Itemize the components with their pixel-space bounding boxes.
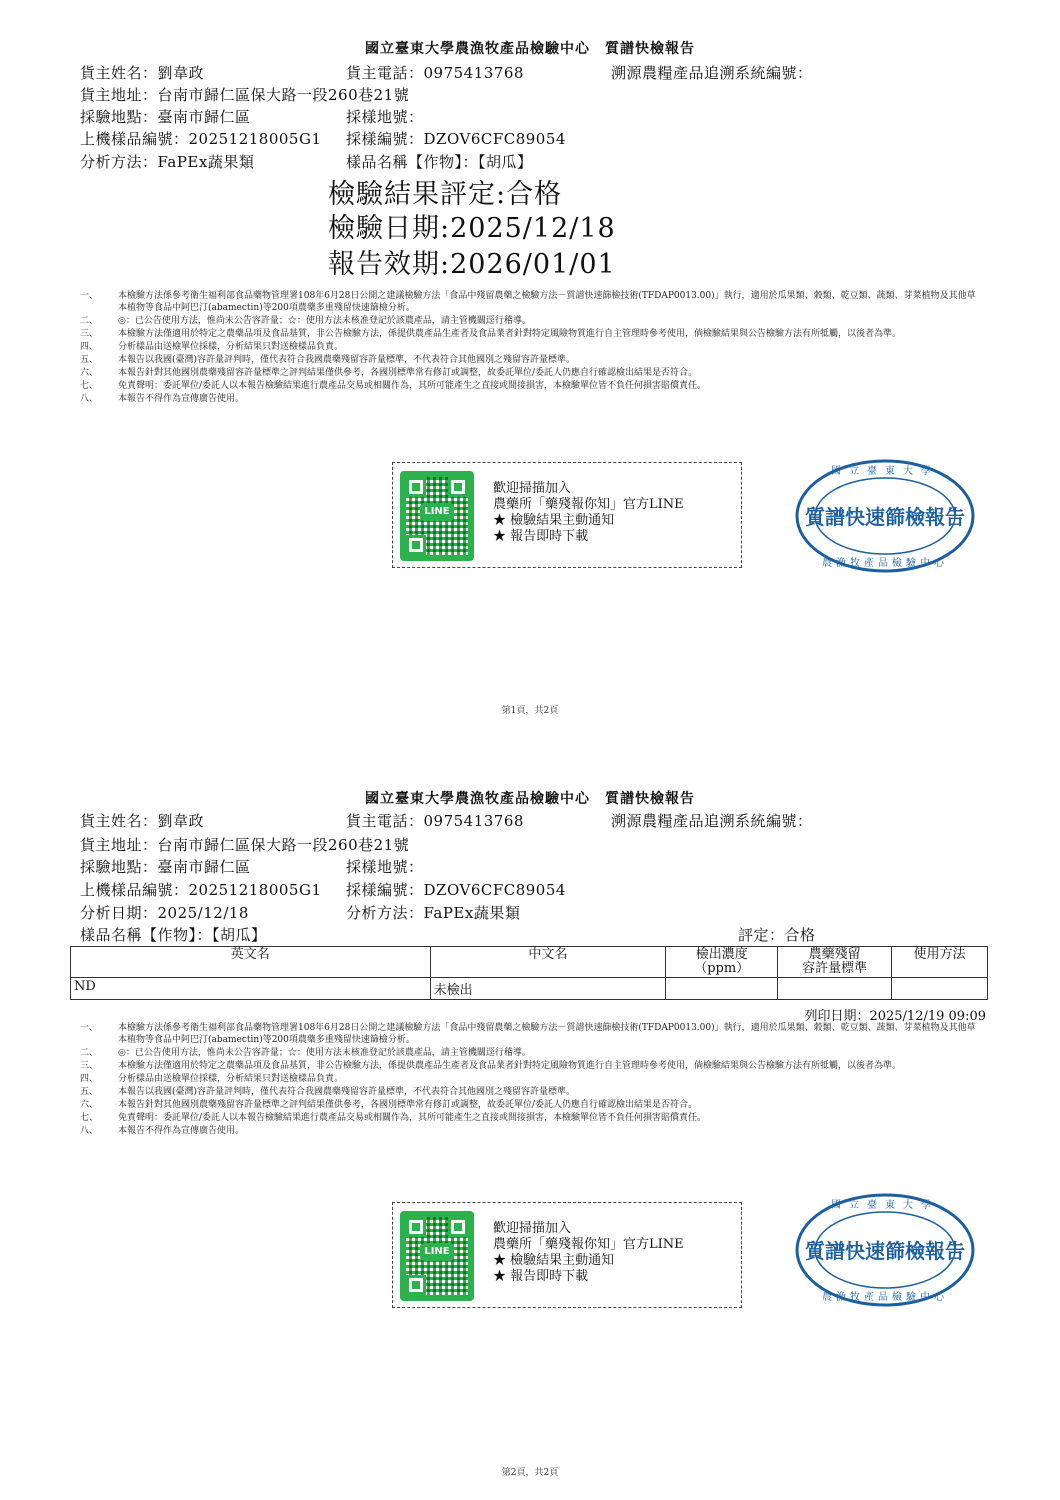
sampling-place: 採驗地點：臺南市歸仁區 — [80, 108, 251, 126]
note-item: 四、 分析樣品由送檢單位採樣，分析結果只對送檢樣品負責。 — [80, 342, 344, 352]
col-header-usage: 使用方法 — [892, 947, 988, 978]
line-logo-icon: LINE — [420, 1243, 454, 1261]
notes-list — [80, 1022, 980, 1138]
note-item: 六、 本報告針對其他國別農藥殘留容許量標準之評判結果僅供參考，各國別標準常有修訂或調整，故委託單位/委託人仍應自行確認檢出結果是否符合。 — [80, 368, 698, 378]
seal-center-text: 質譜快速篩檢報告 — [805, 1239, 965, 1263]
analysis-method: 分析方法：FaPEx蔬果類 — [80, 153, 255, 171]
col-header-concentration: 檢出濃度 （ppm） — [666, 947, 778, 978]
result-evaluation: 檢驗結果評定:合格 — [328, 179, 563, 210]
seal-bottom-text: 農漁牧產品檢驗中心 — [822, 1292, 948, 1303]
center-seal-stamp — [790, 456, 980, 576]
col-header-mrl: 農藥殘留 容許量標準 — [778, 947, 892, 978]
report-title: 國立臺東大學農漁牧產品檢驗中心 質譜快檢報告 — [365, 791, 695, 807]
sample-number: 採樣編號：DZOV6CFC89054 — [346, 881, 566, 899]
col-header-english-name: 英文名 — [71, 947, 431, 978]
owner-name: 貨主姓名：劉韋政 — [80, 812, 205, 830]
cell-english-name: ND — [71, 978, 431, 1000]
report-title: 國立臺東大學農漁牧產品檢驗中心 質譜快檢報告 — [365, 41, 695, 57]
results-table — [70, 946, 988, 1000]
analysis-method: 分析方法：FaPEx蔬果類 — [346, 904, 521, 922]
upload-sample-number: 上機樣品編號：20251218005G1 — [80, 881, 322, 899]
note-item: 六、 本報告針對其他國別農藥殘留容許量標準之評判結果僅供參考，各國別標準常有修訂或調整，故委託單位/委託人仍應自行確認檢出結果是否符合。 — [80, 1100, 698, 1110]
note-item: 七、 免責聲明：委託單位/委託人以本報告檢驗結果進行農產品交易或相關作為，其所可能產生之直接或間接損害，本檢驗單位皆不負任何損害賠償責任。 — [80, 381, 707, 391]
owner-name: 貨主姓名：劉韋政 — [80, 64, 205, 82]
note-item: 七、 免責聲明：委託單位/委託人以本報告檢驗結果進行農產品交易或相關作為，其所可能產生之直接或間接損害，本檢驗單位皆不負任何損害賠償責任。 — [80, 1113, 707, 1123]
page-number: 第1頁，共2頁 — [501, 706, 559, 716]
line-qr-code-icon[interactable] — [400, 1211, 474, 1301]
table-row — [71, 978, 988, 1000]
line-qr-code-icon[interactable] — [400, 471, 474, 561]
sampling-lot: 採樣地號： — [346, 858, 424, 876]
owner-phone: 貨主電話：0975413768 — [346, 64, 524, 82]
note-item: 八、 本報告不得作為宣傳廣告使用。 — [80, 394, 245, 404]
line-logo-icon: LINE — [420, 503, 454, 521]
note-item: 五、 本報告以我國(臺灣)容許量評判時，僅代表符合我國農藥殘留容許量標準，不代表符合其他國別之殘留容許量標準。 — [80, 355, 576, 365]
note-item: 一、 本檢驗方法係參考衛生福利部食品藥物管理署108年6月28日公開之建議檢驗方法「食品中殘留農藥之檢驗方法－質譜快速篩檢技術(TFDAP0013.00)」執行，適用於瓜果類、穀類、乾豆類、蔬類、芽菜植物及其他草本植物等食品中阿巴汀(abamectin)等200項農藥多重殘留快速篩檢分析。 — [80, 291, 976, 313]
page-number: 第2頁，共2頁 — [501, 1468, 559, 1478]
valid-date: 報告效期:2026/01/01 — [328, 249, 616, 280]
note-item: 四、 分析樣品由送檢單位採樣，分析結果只對送檢樣品負責。 — [80, 1074, 344, 1084]
owner-phone: 貨主電話：0975413768 — [346, 812, 524, 830]
note-item: 二、 ◎：已公告使用方法，惟尚未公告容許量；☆：使用方法未核准登記於該農產品，請主管機關逕行稽導。 — [80, 1048, 531, 1058]
table-header-row — [71, 947, 988, 978]
upload-sample-number: 上機樣品編號：20251218005G1 — [80, 130, 322, 148]
line-promo-text: 歡迎掃描加入 農藥所「藥殘報你知」官方LINE ★ 檢驗結果主動通知 ★ 報告即時下載 — [493, 481, 684, 544]
notes-list — [80, 290, 980, 406]
trace-number: 溯源農糧產品追溯系統編號： — [611, 812, 813, 830]
cell-usage — [892, 978, 988, 1000]
owner-address: 貨主地址：台南市歸仁區保大路一段260巷21號 — [80, 836, 410, 854]
evaluation: 評定：合格 — [738, 926, 816, 944]
cell-chinese-name: 未檢出 — [430, 978, 666, 1000]
sample-name: 樣品名稱【作物】：【胡瓜】 — [80, 926, 267, 944]
analysis-date: 分析日期：2025/12/18 — [80, 904, 249, 922]
sampling-lot: 採樣地號： — [346, 108, 424, 126]
note-item: 三、 本檢驗方法僅適用於特定之農藥品項及食品基質，非公告檢驗方法，係提供農產品生產者及食品業者針對特定風險物質進行自主管理時參考使用，倘檢驗結果與公告檢驗方法有所牴觸，以後者為準。 — [80, 1061, 902, 1071]
note-item: 八、 本報告不得作為宣傳廣告使用。 — [80, 1126, 245, 1136]
print-date: 列印日期：2025/12/19 09:09 — [804, 1009, 986, 1024]
seal-bottom-text: 農漁牧產品檢驗中心 — [822, 558, 948, 569]
note-item: 一、 本檢驗方法係參考衛生福利部食品藥物管理署108年6月28日公開之建議檢驗方法「食品中殘留農藥之檢驗方法－質譜快速篩檢技術(TFDAP0013.00)」執行，適用於瓜果類、穀類、乾豆類、蔬類、芽菜植物及其他草本植物等食品中阿巴汀(abamectin)等200項農藥多重殘留快速篩檢分析。 — [80, 1023, 976, 1045]
note-item: 五、 本報告以我國(臺灣)容許量評判時，僅代表符合我國農藥殘留容許量標準，不代表符合其他國別之殘留容許量標準。 — [80, 1087, 576, 1097]
cell-mrl — [778, 978, 892, 1000]
sample-number: 採樣編號：DZOV6CFC89054 — [346, 130, 566, 148]
report-page-2 — [0, 750, 1060, 1500]
line-promo-box — [392, 1202, 742, 1308]
note-item: 三、 本檢驗方法僅適用於特定之農藥品項及食品基質，非公告檢驗方法，係提供農產品生產者及食品業者針對特定風險物質進行自主管理時參考使用，倘檢驗結果與公告檢驗方法有所牴觸，以後者為準。 — [80, 329, 902, 339]
test-date: 檢驗日期:2025/12/18 — [328, 213, 616, 244]
sampling-place: 採驗地點：臺南市歸仁區 — [80, 858, 251, 876]
col-header-chinese-name: 中文名 — [430, 947, 666, 978]
line-promo-text: 歡迎掃描加入 農藥所「藥殘報你知」官方LINE ★ 檢驗結果主動通知 ★ 報告即時下載 — [493, 1221, 684, 1284]
line-promo-box — [392, 462, 742, 568]
owner-address: 貨主地址：台南市歸仁區保大路一段260巷21號 — [80, 86, 410, 104]
center-seal-stamp — [790, 1190, 980, 1310]
seal-top-text: 國立臺東大學 — [831, 1200, 939, 1211]
seal-top-text: 國立臺東大學 — [831, 466, 939, 477]
seal-center-text: 質譜快速篩檢報告 — [805, 505, 965, 529]
trace-number: 溯源農糧產品追溯系統編號： — [611, 64, 813, 82]
cell-concentration — [666, 978, 778, 1000]
note-item: 二、 ◎：已公告使用方法，惟尚未公告容許量；☆：使用方法未核准登記於該農產品，請主管機關逕行稽導。 — [80, 316, 531, 326]
sample-name: 樣品名稱【作物】：【胡瓜】 — [346, 153, 533, 171]
